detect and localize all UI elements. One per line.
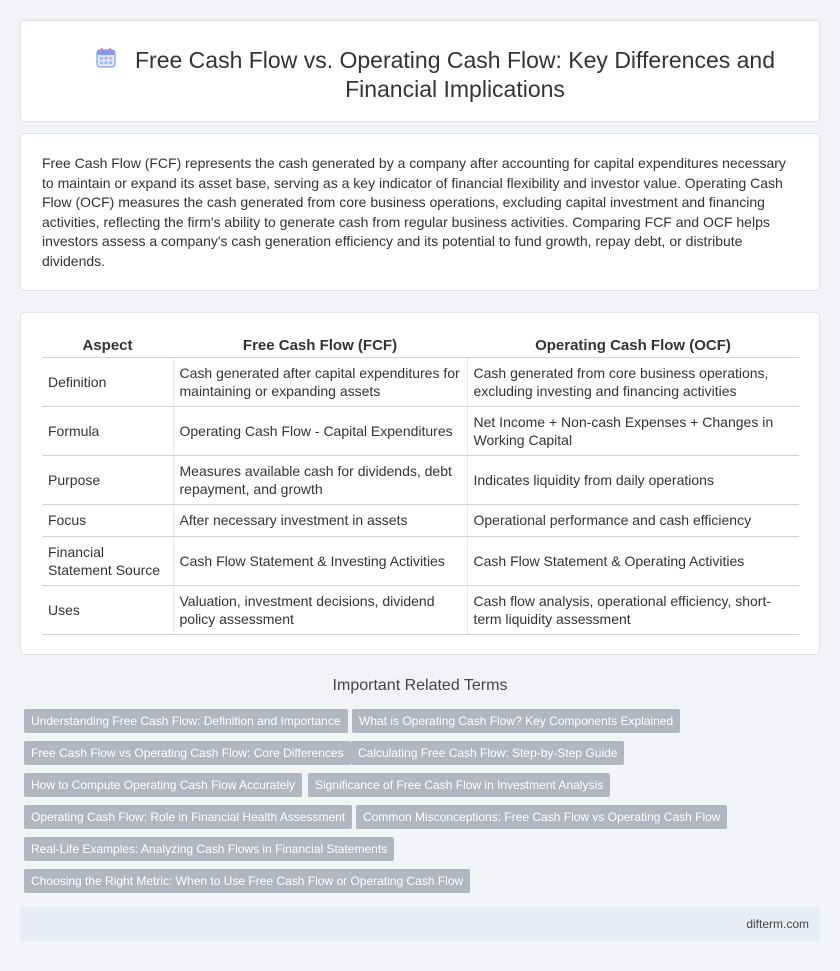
ocf-cell: Cash flow analysis, operational efficiency, short-term liquidity assessment bbox=[467, 585, 799, 634]
related-term-link[interactable]: Choosing the Right Metric: When to Use Free Cash Flow or Operating Cash Flow bbox=[24, 869, 470, 893]
aspect-cell: Definition bbox=[42, 357, 173, 406]
fcf-cell: After necessary investment in assets bbox=[173, 504, 467, 536]
related-terms-heading: Important Related Terms bbox=[332, 677, 508, 694]
table-row bbox=[42, 585, 799, 634]
intro-card bbox=[20, 133, 820, 291]
intro-paragraph: Free Cash Flow (FCF) represents the cash generated by a company after accounting for capital expenditures necessary to maintain or expand its asset base, serving as a key indicator of financial flexibility and investor value. Operating Cash Flow (OCF) measures the cash generated from core business operations, excluding capital investment and financing activities, reflecting the firm's ability to generate cash from regular business activities. Comparing FCF and OCF helps investors assess a company's cash generation efficiency and its potential to fund growth, repay debt, or distribute dividends. bbox=[42, 155, 786, 269]
related-term-link[interactable]: Operating Cash Flow: Role in Financial Health Assessment bbox=[24, 805, 352, 829]
footer bbox=[20, 907, 820, 941]
fcf-cell: Valuation, investment decisions, dividend policy assessment bbox=[173, 585, 467, 634]
table-row bbox=[42, 357, 799, 406]
header-aspect: Aspect bbox=[42, 333, 173, 357]
ocf-cell: Cash generated from core business operations, excluding investing and financing activities bbox=[467, 357, 799, 406]
table-row bbox=[42, 406, 799, 455]
ocf-cell: Operational performance and cash efficiency bbox=[467, 504, 799, 536]
comparison-table bbox=[42, 333, 799, 635]
aspect-cell: Focus bbox=[42, 504, 173, 536]
related-term-link[interactable]: How to Compute Operating Cash Flow Accurately bbox=[24, 773, 302, 797]
fcf-cell: Operating Cash Flow - Capital Expenditures bbox=[173, 406, 467, 455]
related-term-link[interactable]: Understanding Free Cash Flow: Definition and Importance bbox=[24, 709, 348, 733]
header-ocf: Operating Cash Flow (OCF) bbox=[467, 333, 799, 357]
related-term-link[interactable]: Significance of Free Cash Flow in Investment Analysis bbox=[308, 773, 610, 797]
related-term-link[interactable]: Calculating Free Cash Flow: Step-by-Step Guide bbox=[351, 741, 624, 765]
table-row bbox=[42, 536, 799, 585]
calendar-icon bbox=[95, 47, 117, 69]
header-fcf: Free Cash Flow (FCF) bbox=[173, 333, 467, 357]
aspect-cell: Uses bbox=[42, 585, 173, 634]
fcf-cell: Cash Flow Statement & Investing Activities bbox=[173, 536, 467, 585]
related-term-link[interactable]: Real-Life Examples: Analyzing Cash Flows in Financial Statements bbox=[24, 837, 394, 861]
page-title: Free Cash Flow vs. Operating Cash Flow: Key Differences and Financial Implications bbox=[134, 47, 775, 102]
fcf-cell: Measures available cash for dividends, debt repayment, and growth bbox=[173, 455, 467, 504]
ocf-cell: Cash Flow Statement & Operating Activities bbox=[467, 536, 799, 585]
aspect-cell: Financial Statement Source bbox=[42, 536, 173, 585]
aspect-cell: Purpose bbox=[42, 455, 173, 504]
comparison-table-card bbox=[20, 312, 820, 655]
aspect-cell: Formula bbox=[42, 406, 173, 455]
header-card bbox=[20, 20, 820, 122]
fcf-cell: Cash generated after capital expenditures for maintaining or expanding assets bbox=[173, 357, 467, 406]
table-header-row bbox=[42, 333, 799, 357]
site-name: difterm.com bbox=[746, 917, 809, 931]
related-term-link[interactable]: What is Operating Cash Flow? Key Components Explained bbox=[352, 709, 680, 733]
ocf-cell: Net Income + Non-cash Expenses + Changes in Working Capital bbox=[467, 406, 799, 455]
table-row bbox=[42, 455, 799, 504]
related-term-link[interactable]: Free Cash Flow vs Operating Cash Flow: Core Differences bbox=[24, 741, 351, 765]
table-row bbox=[42, 504, 799, 536]
ocf-cell: Indicates liquidity from daily operations bbox=[467, 455, 799, 504]
related-term-link[interactable]: Common Misconceptions: Free Cash Flow vs Operating Cash Flow bbox=[356, 805, 727, 829]
